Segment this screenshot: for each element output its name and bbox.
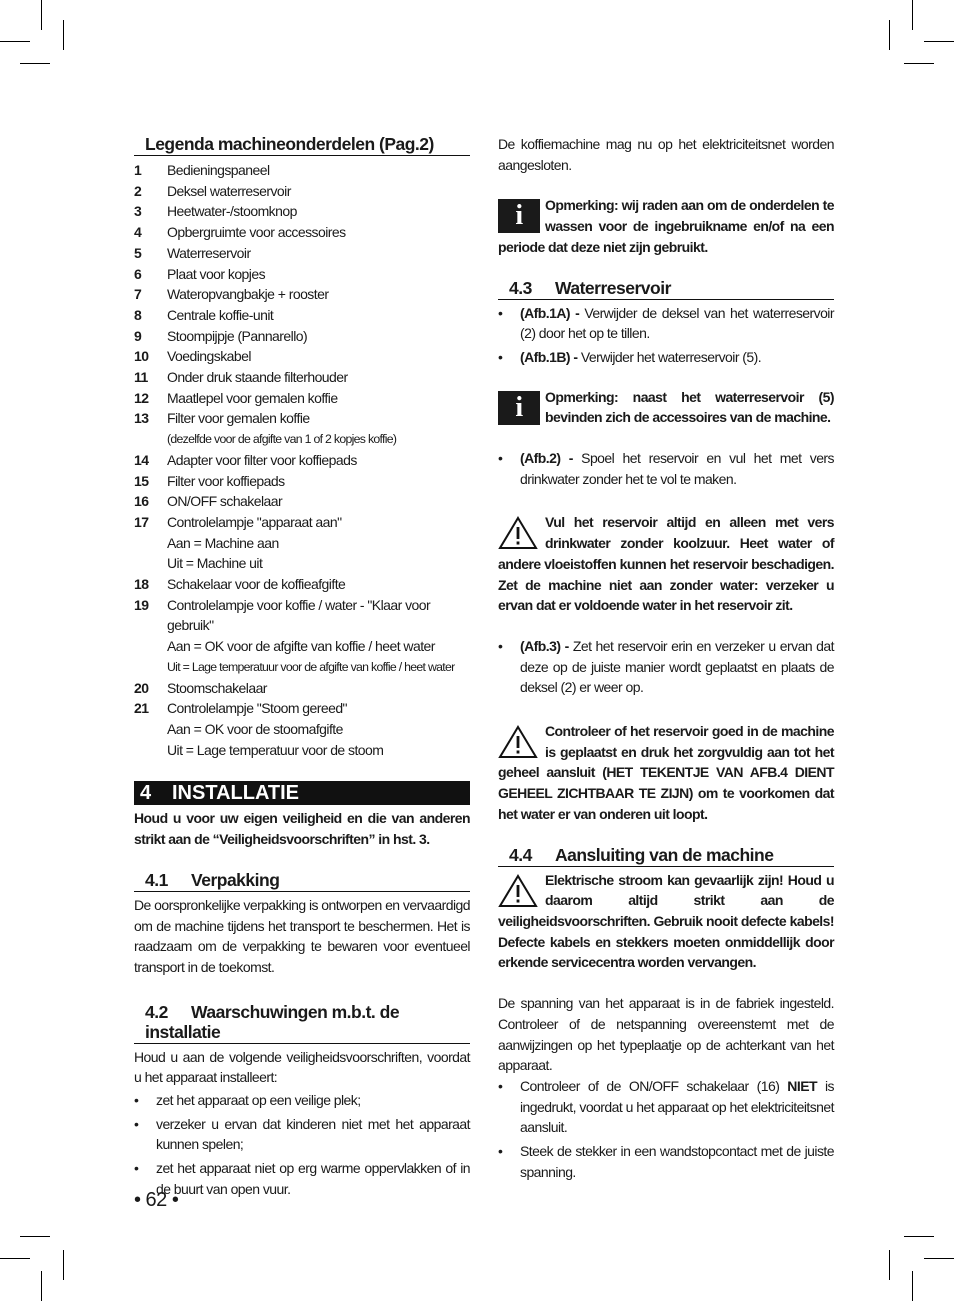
legend-item-number [134, 719, 167, 740]
legend-item-number: 18 [134, 576, 149, 593]
legend-item-label: Waterreservoir [167, 244, 251, 261]
legend-item-number: 1 [134, 162, 142, 178]
legend-item [134, 678, 470, 699]
crop-mark [20, 1236, 50, 1237]
warning-note-3 [498, 870, 834, 974]
list-item [498, 347, 834, 368]
info-note-2 [498, 387, 834, 428]
list-item-text: Verwijder het waterreservoir (5). [577, 348, 762, 365]
crop-mark [912, 1271, 913, 1301]
legend-item-number: 4 [134, 224, 142, 241]
list-item-text: Verwijder de deksel van het waterreservoir (2) door het op te tillen. [520, 304, 834, 342]
legend-item-number: 12 [134, 389, 149, 406]
crop-mark [0, 41, 30, 42]
crop-mark [889, 1250, 890, 1280]
legend-item-label: Aan = OK voor de afgifte van koffie / heet water [167, 638, 435, 655]
legend-item-label: Maatlepel voor gemalen koffie [167, 389, 338, 406]
legend-item-number: 16 [134, 493, 149, 510]
list-item: • verzeker u ervan dat kinderen niet met het apparaat kunnen spelen; [134, 1114, 470, 1155]
legend-item-label: Controlelampje "Stoom gereed" [167, 700, 347, 717]
legend-item-number: 11 [134, 369, 148, 386]
left-column [134, 134, 470, 1203]
warning-note-2 [498, 721, 834, 825]
legend-item-label: Voedingskabel [167, 348, 251, 365]
legend-item-number: 5 [134, 244, 142, 261]
chapter-title: INSTALLATIE [172, 782, 300, 805]
warning-icon [498, 725, 538, 759]
legend-item [134, 491, 470, 512]
legend-item [134, 222, 470, 243]
legend-item-label: (dezelfde voor de afgifte van 1 of 2 kopjes koffie) [167, 432, 397, 447]
legend-item-number [134, 533, 167, 554]
legend-item [134, 326, 470, 347]
legend-item-number [134, 553, 167, 574]
warning-icon [498, 516, 538, 550]
legend-item-number: 14 [134, 451, 149, 468]
legend-item-label: Aan = OK voor de stoomafgifte [167, 720, 343, 737]
legend-item [134, 284, 470, 305]
legend-item-label: ON/OFF schakelaar [167, 493, 283, 510]
section-4-3-bullets-a [498, 303, 834, 368]
legend-item-label: Wateropvangbakje + rooster [167, 286, 329, 303]
legend-item-label: Uit = Machine uit [167, 555, 263, 572]
legend-item-label: Filter voor gemalen koffie [167, 410, 310, 427]
legend-item-number: 10 [134, 348, 149, 365]
list-item-text: Controleer of de ON/OFF schakelaar (16) [520, 1077, 788, 1094]
crop-mark [904, 1236, 934, 1237]
figure-ref: (Afb.1A) - [520, 304, 580, 321]
crop-mark [41, 0, 42, 30]
legend-item-number: 20 [134, 679, 149, 696]
list-item [498, 636, 834, 698]
legend-item-label: Controlelampje "apparaat aan" [167, 513, 342, 530]
list-item [498, 303, 834, 344]
legend-item-subline [134, 429, 470, 450]
legend-item [134, 512, 470, 533]
section-title: Verpakking [191, 869, 280, 890]
figure-ref: (Afb.3) - [520, 637, 569, 654]
legend-item-number: 8 [134, 306, 142, 323]
info-note-2-text: Opmerking: naast het waterreservoir (5) bevinden zich de accessoires van de machine. [545, 388, 834, 426]
crop-mark [63, 20, 64, 50]
legend-item-number: 2 [134, 182, 142, 199]
legend-item-label: Stoomschakelaar [167, 679, 267, 696]
list-item: • Steek de stekker in een wandstopcontact met de juiste spanning. [498, 1141, 834, 1182]
section-4-2-heading [134, 1002, 470, 1044]
legend-item [134, 450, 470, 471]
section-number: 4.2 [145, 1001, 168, 1022]
legend-item-number: 17 [134, 513, 149, 530]
legend-item-label: Filter voor koffiepads [167, 472, 285, 489]
info-icon: i [498, 199, 540, 233]
chapter-number: 4 [140, 782, 152, 805]
legend-item-number [134, 740, 167, 761]
list-item-text: is ingedrukt, voordat u het apparaat op het elektriciteitsnet aansluit. [520, 1077, 834, 1136]
section-number: 4.4 [509, 844, 532, 865]
legend-item-number: 9 [134, 327, 142, 344]
info-icon: i [498, 391, 540, 425]
legend-item [134, 346, 470, 367]
legend-item-label: Uit = Lage temperatuur voor de stoom [167, 741, 384, 758]
warning-note-2-text: Controleer of het reservoir goed in de machine is geplaatst en druk het zorgvuldig aan tot het geheel aansluit (HET TEKENTJE VAN AFB.4 DIENT GEHEEL ZICHTBAAR TE ZIJN) om te voorkomen dat het water er van onderen uit loopt. [498, 723, 834, 822]
legend-item-number: 15 [134, 472, 149, 489]
list-item-text: Spoel het reservoir en vul het met vers drinkwater zonder het te vol te maken. [520, 450, 834, 487]
crop-mark [912, 0, 913, 30]
legend-item-number [134, 657, 167, 678]
section-4-2-bullets [134, 1090, 470, 1200]
section-4-4-text: De spanning van het apparaat is in de fabriek ingesteld. Controleer of de netspanning overeenstemt met de aanwijzingen op het typeplaatje op de achterkant van het apparaat. [498, 995, 834, 1074]
legend-item [134, 574, 470, 595]
crop-mark [904, 63, 934, 64]
list-item: • zet het apparaat niet op erg warme oppervlakken of in de buurt van open vuur. [134, 1158, 470, 1199]
emphasis: NIET [787, 1077, 817, 1094]
legend-item [134, 595, 470, 636]
legend-item-label: Bedieningspaneel [167, 162, 270, 178]
crop-mark [0, 1258, 30, 1259]
legend-item-label: Heetwater-/stoomknop [167, 203, 297, 220]
legend-item [134, 367, 470, 388]
warning-note-1 [498, 512, 834, 616]
list-item: • zet het apparaat op een veilige plek; [134, 1090, 470, 1111]
legend-list [134, 160, 470, 760]
section-4-1-text: De oorspronkelijke verpakking is ontworpen en vervaardigd om de machine tijdens het transport te beschermen. Het is raadzaam om de verpakking te bewaren voor eventueel transport in de toekomst. [134, 896, 470, 975]
legend-title-text: Legenda machineonderdelen (Pag.2) [145, 134, 434, 154]
section-title: Aansluiting van de machine [555, 844, 774, 865]
legend-item-subline [134, 553, 470, 574]
legend-item-label: Deksel waterreservoir [167, 182, 291, 199]
legend-item [134, 243, 470, 264]
section-number: 4.1 [145, 869, 168, 890]
legend-item [134, 305, 470, 326]
legend-item-label: Controlelampje voor koffie / water - "Klaar voor gebruik" [167, 596, 431, 634]
legend-item-number: 13 [134, 410, 149, 427]
legend-item-label: Stoompijpje (Pannarello) [167, 327, 308, 344]
legend-item [134, 181, 470, 202]
legend-item-label: Adapter voor filter voor koffiepads [167, 451, 357, 468]
section-4-4-bullets [498, 1076, 834, 1183]
legend-item [134, 698, 470, 719]
list-item [498, 448, 834, 489]
legend-item-subline [134, 740, 470, 761]
section-4-3-bullets-c [498, 636, 834, 698]
legend-item [134, 408, 470, 429]
legend-item-number: 3 [134, 203, 142, 220]
legend-item-label: Opbergruimte voor accessoires [167, 224, 346, 241]
legend-item [134, 264, 470, 285]
legend-item-number: 21 [134, 700, 149, 717]
section-title: Waterreservoir [555, 277, 671, 298]
list-item-text: Zet het reservoir erin en verzeker u ervan dat deze op de juiste manier wordt geplaatst en plaats de deksel (2) er weer op. [520, 637, 834, 696]
legend-item [134, 160, 470, 181]
crop-mark [41, 1271, 42, 1301]
crop-mark [63, 1250, 64, 1280]
legend-item-label: Aan = Machine aan [167, 534, 279, 551]
legend-item-number: 6 [134, 265, 142, 282]
legend-item-subline [134, 636, 470, 657]
legend-item-number [134, 429, 167, 450]
info-note-1 [498, 195, 834, 257]
legend-item-number: 7 [134, 286, 142, 303]
list-item [498, 1076, 834, 1138]
info-note-1-text: Opmerking: wij raden aan om de onderdelen te wassen voor de ingebruikname en/of na een periode dat deze niet zijn gebruikt. [498, 197, 834, 255]
crop-mark [889, 20, 890, 50]
legend-item [134, 471, 470, 492]
legend-item-label: Schakelaar voor de koffieafgifte [167, 576, 346, 593]
section-4-4-heading [498, 845, 834, 867]
section-4-2-text: Houd u aan de volgende veiligheidsvoorschriften, voordat u het apparaat installeert: [134, 1048, 470, 1086]
legend-item-label: Plaat voor kopjes [167, 265, 266, 282]
chapter-heading [134, 781, 470, 805]
section-number: 4.3 [509, 277, 532, 298]
right-column [498, 134, 834, 1185]
connect-intro: De koffiemachine mag nu op het elektriciteitsnet worden aangesloten. [498, 136, 834, 173]
warning-note-1-text: Vul het reservoir altijd en alleen met vers drinkwater zonder koolzuur. Heet water of andere vloeistoffen kunnen het reservoir beschadigen. Zet de machine niet aan zonder water: verzeker u ervan dat er voldoende water in het reservoir zit. [498, 514, 834, 614]
crop-mark [20, 63, 50, 64]
chapter-intro: Houd u voor uw eigen veiligheid en die van anderen strikt aan de “Veiligheidsvoorschriften” in hst. 3. [134, 810, 470, 848]
page-number: • 62 • [134, 1189, 179, 1211]
legend-item-number [134, 636, 167, 657]
legend-item [134, 201, 470, 222]
legend-item [134, 388, 470, 409]
warning-note-3-text: Elektrische stroom kan gevaarlijk zijn! Houd u daarom altijd strikt aan de veiligheidsvoorschriften. Gebruik nooit defecte kabels! Defecte kabels en stekkers moeten onmiddellijk door erkende servicecentra worden vervangen. [498, 871, 834, 971]
legend-item-label: Onder druk staande filterhouder [167, 369, 348, 386]
crop-mark [924, 1258, 954, 1259]
section-4-3-heading [498, 278, 834, 300]
figure-ref: (Afb.1B) - [520, 348, 578, 365]
warning-icon [498, 874, 538, 908]
section-title: Waarschuwingen m.b.t. de installatie [145, 1001, 400, 1042]
section-4-3-bullets-b [498, 448, 834, 489]
legend-item-subline [134, 657, 470, 678]
legend-item-label: Centrale koffie-unit [167, 306, 274, 323]
crop-mark [924, 41, 954, 42]
legend-item-label: Uit = Lage temperatuur voor de afgifte van koffie / heet water [167, 659, 455, 674]
legend-title [134, 134, 470, 156]
legend-item-subline [134, 533, 470, 554]
figure-ref: (Afb.2) - [520, 450, 573, 467]
section-4-1-heading [134, 870, 470, 892]
legend-item-number: 19 [134, 596, 149, 613]
legend-item-subline [134, 719, 470, 740]
